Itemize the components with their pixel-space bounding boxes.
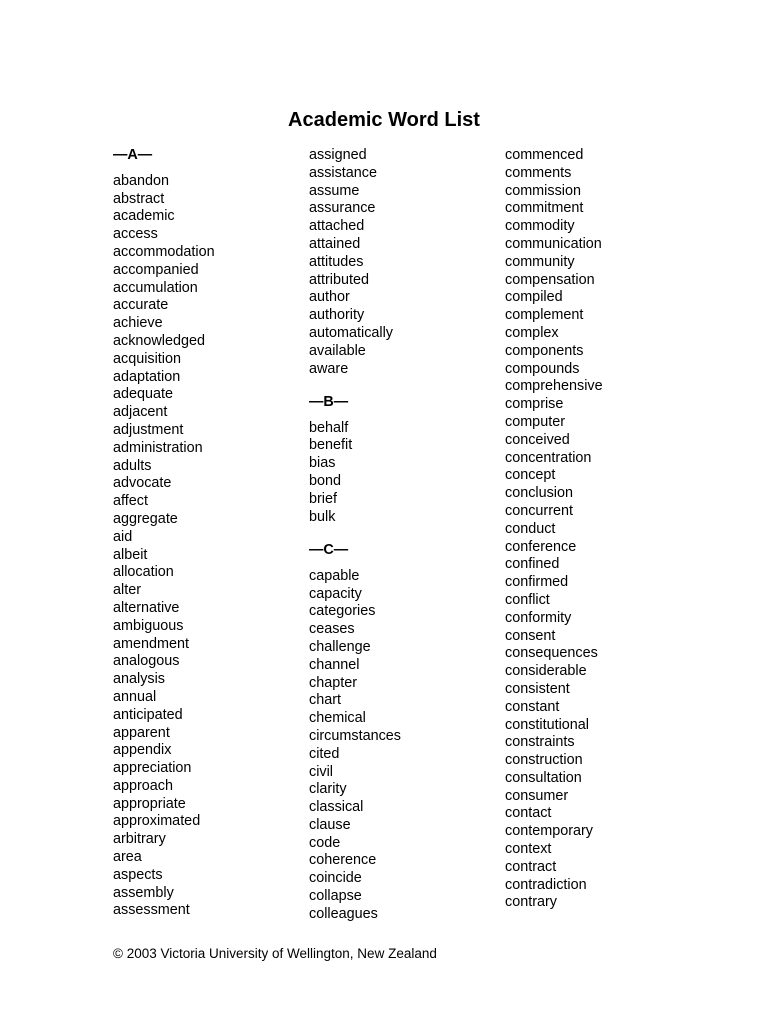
word-entry: accompanied (113, 261, 199, 278)
word-entry: community (505, 253, 575, 270)
word-entry: ambiguous (113, 617, 184, 634)
word-entry: constitutional (505, 716, 589, 733)
word-entry: analogous (113, 653, 180, 670)
word-entry: commission (505, 182, 581, 199)
word-entry: alter (113, 582, 141, 599)
word-entry: accumulation (113, 279, 198, 296)
word-entry: arbitrary (113, 831, 166, 848)
word-entry: components (505, 342, 584, 359)
word-entry: constraints (505, 734, 575, 751)
word-entry: aggregate (113, 510, 178, 527)
word-entry: communication (505, 235, 602, 252)
word-entry: area (113, 849, 142, 866)
word-entry: apparent (113, 724, 170, 741)
word-entry: amendment (113, 635, 189, 652)
word-entry: assembly (113, 884, 174, 901)
word-entry: appropriate (113, 795, 186, 812)
word-entry: bulk (309, 508, 336, 525)
word-entry: approximated (113, 813, 201, 830)
word-entry: consultation (505, 769, 582, 786)
word-column-3 (505, 147, 695, 912)
word-entry: administration (113, 439, 203, 456)
word-entry: contact (505, 805, 552, 822)
heading-spacer (113, 165, 303, 173)
word-column-2 (309, 147, 499, 924)
word-entry: channel (309, 656, 360, 673)
word-entry: aspects (113, 866, 163, 883)
word-entry: conference (505, 538, 577, 555)
word-entry: available (309, 342, 366, 359)
word-entry: aware (309, 360, 349, 377)
word-entry: bias (309, 455, 336, 472)
word-entry: commenced (505, 147, 584, 163)
word-entry: consistent (505, 680, 570, 697)
page-title: Academic Word List (288, 109, 480, 131)
word-entry: adjacent (113, 404, 168, 421)
heading-spacer (309, 412, 499, 420)
word-entry: affect (113, 493, 148, 510)
word-entry: conceived (505, 431, 570, 448)
word-entry: contradiction (505, 876, 587, 893)
word-entry: attitudes (309, 253, 364, 270)
word-entry: circumstances (309, 727, 401, 744)
word-entry: anticipated (113, 706, 183, 723)
word-entry: capable (309, 567, 360, 584)
word-entry: albeit (113, 546, 148, 563)
word-entry: brief (309, 490, 337, 507)
word-entry: contemporary (505, 823, 593, 840)
word-entry: commitment (505, 200, 584, 217)
word-entry: adequate (113, 386, 174, 403)
word-entry: collapse (309, 888, 362, 905)
word-entry: comments (505, 164, 572, 181)
word-entry: assigned (309, 147, 367, 163)
word-entry: academic (113, 208, 175, 225)
word-entry: conflict (505, 591, 550, 608)
word-entry: categories (309, 603, 376, 620)
word-entry: commodity (505, 218, 575, 235)
word-entry: code (309, 834, 341, 851)
word-entry: compiled (505, 289, 563, 306)
word-entry: adults (113, 457, 152, 474)
heading-spacer (309, 560, 499, 568)
letter-heading: —B— (309, 393, 349, 410)
word-entry: behalf (309, 419, 349, 436)
word-entry: attached (309, 218, 365, 235)
word-entry: colleagues (309, 905, 378, 922)
word-entry: coincide (309, 870, 362, 887)
word-entry: consumer (505, 787, 569, 804)
word-entry: annual (113, 688, 157, 705)
word-entry: assistance (309, 164, 377, 181)
word-entry: consequences (505, 645, 598, 662)
word-entry: adjustment (113, 421, 184, 438)
word-entry: assessment (113, 902, 190, 919)
copyright-footer: © 2003 Victoria University of Wellington, New Zealand (113, 946, 437, 961)
word-entry: concept (505, 467, 556, 484)
word-entry: conclusion (505, 485, 573, 502)
word-entry: allocation (113, 564, 174, 581)
word-entry: construction (505, 752, 583, 769)
word-entry: considerable (505, 663, 587, 680)
word-entry: chapter (309, 674, 357, 691)
word-entry: advocate (113, 475, 172, 492)
word-entry: acknowledged (113, 332, 206, 349)
word-entry: challenge (309, 638, 371, 655)
word-entry: benefit (309, 437, 353, 454)
word-entry: conformity (505, 609, 572, 626)
word-entry: adaptation (113, 368, 181, 385)
word-entry: bond (309, 473, 342, 490)
word-entry: complement (505, 307, 584, 324)
word-entry: comprise (505, 396, 564, 413)
word-entry: automatically (309, 324, 393, 341)
word-entry: contrary (505, 894, 557, 911)
word-entry: clarity (309, 781, 347, 798)
word-entry: compounds (505, 360, 580, 377)
word-entry: attributed (309, 271, 370, 288)
word-entry: cited (309, 745, 340, 762)
word-entry: aid (113, 528, 133, 545)
word-entry: clause (309, 816, 351, 833)
word-entry: authority (309, 307, 365, 324)
word-entry: assurance (309, 200, 376, 217)
word-entry: analysis (113, 671, 165, 688)
word-entry: access (113, 226, 158, 243)
word-entry: ceases (309, 621, 355, 638)
word-entry: compensation (505, 271, 595, 288)
word-entry: constant (505, 698, 560, 715)
word-entry: appreciation (113, 760, 192, 777)
word-entry: chemical (309, 710, 366, 727)
word-entry: abandon (113, 172, 170, 189)
word-entry: chart (309, 692, 341, 709)
word-entry: approach (113, 777, 174, 794)
word-entry: coherence (309, 852, 377, 869)
word-entry: concentration (505, 449, 592, 466)
word-entry: abstract (113, 190, 165, 207)
word-entry: accurate (113, 297, 169, 314)
word-entry: appendix (113, 742, 172, 759)
word-entry: acquisition (113, 350, 181, 367)
word-entry: accommodation (113, 243, 215, 260)
word-entry: attained (309, 235, 361, 252)
word-entry: contract (505, 858, 557, 875)
word-entry: author (309, 289, 350, 306)
word-entry: consent (505, 627, 556, 644)
word-entry: classical (309, 799, 364, 816)
word-entry: computer (505, 413, 565, 430)
word-entry: complex (505, 324, 559, 341)
word-entry: confirmed (505, 574, 569, 591)
word-entry: context (505, 841, 552, 858)
word-entry: confined (505, 556, 560, 573)
section-spacer (309, 378, 499, 394)
section-spacer (309, 526, 499, 542)
word-entry: assume (309, 182, 360, 199)
word-entry: alternative (113, 599, 180, 616)
word-entry: conduct (505, 520, 556, 537)
word-entry: civil (309, 763, 333, 780)
word-column-1 (113, 147, 303, 920)
word-entry: comprehensive (505, 378, 603, 395)
word-entry: achieve (113, 315, 163, 332)
letter-heading: —A— (113, 147, 153, 163)
word-entry: concurrent (505, 502, 573, 519)
letter-heading: —C— (309, 541, 349, 558)
word-entry: capacity (309, 585, 362, 602)
